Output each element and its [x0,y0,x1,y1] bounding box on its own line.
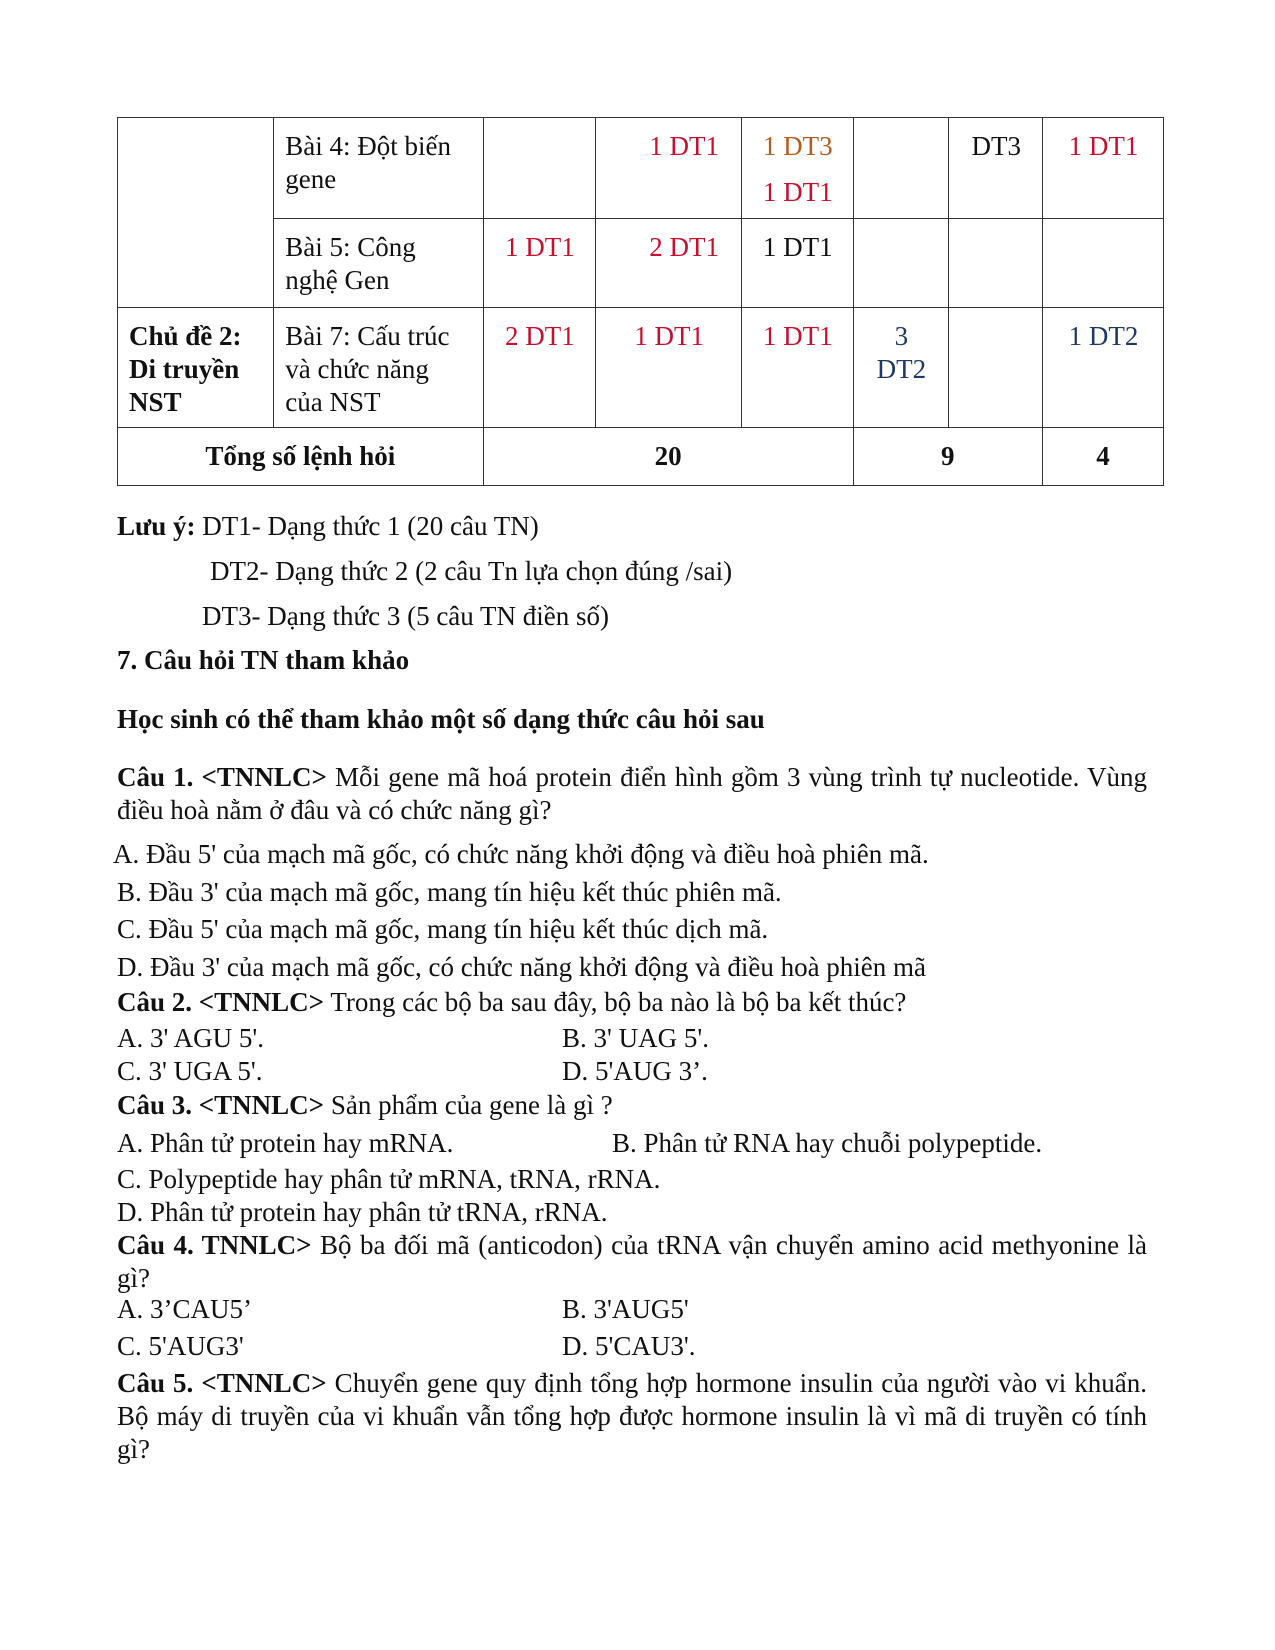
count-cell [483,118,596,219]
note-text: DT1- Dạng thức 1 (20 câu TN) [195,511,539,541]
question-matrix-table [117,117,1164,486]
question-label: Câu 3. [117,1090,193,1120]
question-tag: <TNNLC> [192,987,325,1017]
count-value: 1 DT1 [762,321,833,351]
option-d: D. 5'CAU3'. [562,1331,696,1361]
count-value: 1 DT3 [762,131,833,161]
topic-cell-empty [118,118,274,308]
count-cell [853,219,949,308]
lesson-name: của NST [285,387,381,417]
count-value: 3 [894,321,909,351]
option-d: D. Phân tử protein hay phân tử tRNA, rRNA. [117,1197,608,1227]
option-b: B. 3'AUG5' [562,1294,689,1324]
option-c: C. Đầu 5' của mạch mã gốc, mang tín hiệu kết thúc dịch mã. [117,914,769,944]
count-cell [483,308,596,428]
question-text: Sản phẩm của gene là gì ? [324,1090,613,1120]
lesson-name: Bài 4: Đột biến [285,131,451,161]
count-cell [1043,308,1164,428]
count-value: 2 DT1 [505,321,575,351]
count-value: 1 DT1 [762,177,833,207]
question-text: Bộ ba đối mã (anticodon) của tRNA vận chuyển amino acid methyonine là gì? [117,1230,1147,1293]
count-cell [742,308,853,428]
question-tag: <TNNLC> [193,762,327,792]
table-row [118,118,1164,219]
count-cell [596,308,742,428]
total-group-3: 4 [1043,428,1164,486]
count-cell [949,308,1043,428]
topic-name: Di truyền [129,354,240,384]
option-d: D. Đầu 3' của mạch mã gốc, có chức năng khởi động và điều hoà phiên mã [117,952,927,982]
question-text: Chuyển gene quy định tổng hợp hormone insulin của người vào vi khuẩn. Bộ máy di truyền của vi khuẩn vẫn tổng hợp được hormone insulin là vì mã di truyền có tính gì? [117,1368,1147,1464]
option-d: D. 5'AUG 3’. [562,1056,708,1086]
question-3 [117,1089,613,1122]
count-value: 1 DT1 [649,131,720,161]
count-cell [596,118,742,219]
table-row [118,308,1164,428]
question-label: Câu 1. [117,762,194,792]
option-b: B. 3' UAG 5'. [562,1023,709,1053]
option-b: B. Phân tử RNA hay chuỗi polypeptide. [612,1128,1043,1158]
count-cell [853,308,949,428]
topic-name: Chủ đề 2: [129,321,242,351]
question-text: Trong các bộ ba sau đây, bộ ba nào là bộ ba kết thúc? [324,987,907,1017]
section-subheading: Học sinh có thể tham khảo một số dạng thức câu hỏi sau [117,704,765,734]
count-cell [949,219,1043,308]
count-value: DT2 [876,354,927,384]
note-label: Lưu ý: [117,511,196,541]
option-a: A. Đầu 5' của mạch mã gốc, có chức năng khởi động và điều hoà phiên mã. [113,839,929,869]
option-c: C. Polypeptide hay phân tử mRNA, tRNA, rRNA. [117,1164,661,1194]
question-2 [117,986,906,1019]
question-text: Mỗi gene mã hoá protein điển hình gồm 3 vùng trình tự nucleotide. Vùng điều hoà nằm ở đâu và có chức năng gì? [117,762,1147,825]
count-cell [742,118,853,219]
count-value: DT3 [971,131,1021,161]
question-tag: TNNLC> [193,1230,312,1260]
option-a: A. 3' AGU 5'. [117,1023,264,1053]
topic-name: NST [129,387,182,417]
count-value: 2 DT1 [649,232,720,262]
count-value: 1 DT1 [1068,131,1139,161]
total-group-2: 9 [853,428,1043,486]
count-cell [742,219,853,308]
question-4 [117,1229,1147,1295]
count-cell [949,118,1043,219]
note-line-2: DT2- Dạng thức 2 (2 câu Tn lựa chọn đúng /sai) [210,556,733,586]
option-a: A. 3’CAU5’ [117,1294,252,1324]
topic-cell [118,308,274,428]
lesson-name: và chức năng [285,354,429,384]
total-label: Tổng số lệnh hỏi [118,428,484,486]
question-1 [117,761,1147,827]
question-tag: <TNNLC> [192,1090,325,1120]
option-c: C. 5'AUG3' [117,1331,244,1361]
lesson-name: gene [285,164,337,194]
note-line-3: DT3- Dạng thức 3 (5 câu TN điền số) [202,601,610,631]
option-b: B. Đầu 3' của mạch mã gốc, mang tín hiệu kết thúc phiên mã. [117,877,782,907]
question-label: Câu 2. [117,987,193,1017]
section-heading: 7. Câu hỏi TN tham khảo [117,645,410,675]
lesson-name: Bài 5: Công [285,232,416,262]
question-tag: <TNNLC> [193,1368,327,1398]
count-value: 1 DT2 [1068,321,1139,351]
count-value: 1 DT1 [505,232,575,262]
question-label: Câu 4. [117,1230,194,1260]
note-line-1 [117,510,539,543]
lesson-cell [274,219,483,308]
lesson-name: Bài 7: Cấu trúc [285,321,450,351]
count-cell [596,219,742,308]
lesson-cell [274,118,483,219]
question-label: Câu 5. [117,1368,194,1398]
count-cell [1043,118,1164,219]
option-c: C. 3' UGA 5'. [117,1056,263,1086]
total-row [118,428,1164,486]
count-value: 1 DT1 [762,232,833,262]
count-cell [483,219,596,308]
total-group-1: 20 [483,428,853,486]
lesson-name: nghệ Gen [285,265,390,295]
lesson-cell [274,308,483,428]
table-row [118,219,1164,308]
question-5 [117,1367,1147,1466]
count-value: 1 DT1 [634,321,704,351]
count-cell [1043,219,1164,308]
count-cell [853,118,949,219]
option-a: A. Phân tử protein hay mRNA. [117,1128,454,1158]
